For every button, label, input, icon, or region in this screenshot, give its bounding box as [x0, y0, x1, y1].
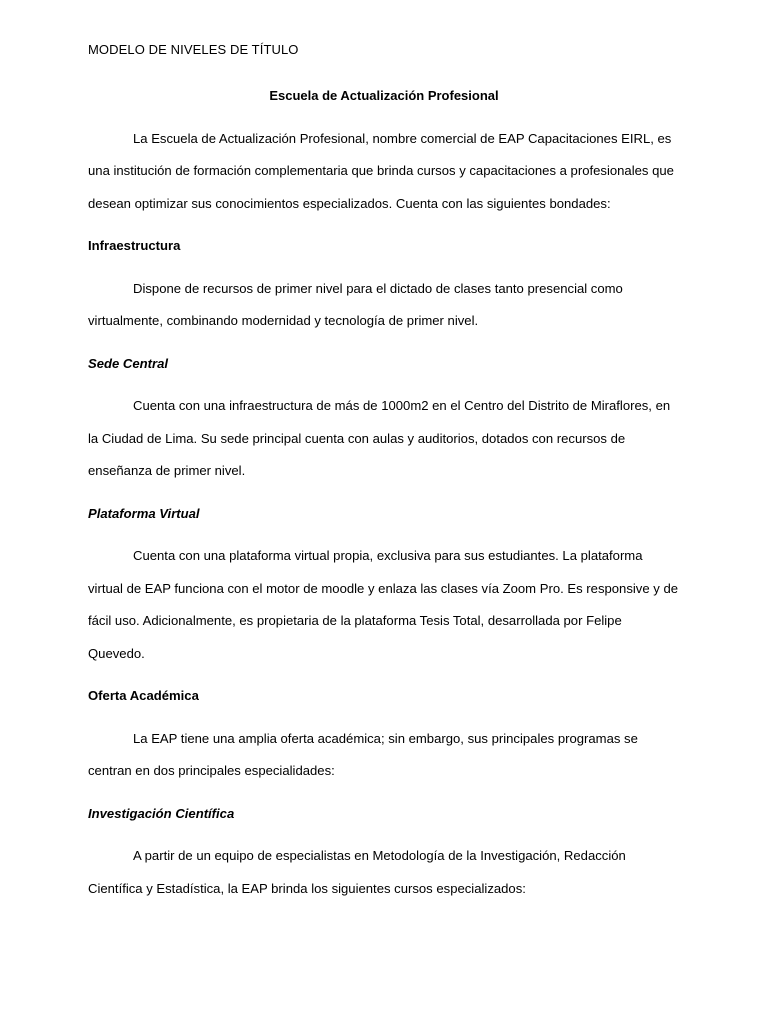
spacer: [88, 670, 680, 680]
spacer: [88, 788, 680, 798]
heading-sede-central: Sede Central: [88, 355, 169, 371]
running-head: MODELO DE NIVELES DE TÍTULO: [88, 42, 299, 57]
document-body: [88, 80, 680, 905]
spacer: [88, 380, 680, 390]
document-title: Escuela de Actualización Profesional: [269, 88, 499, 103]
heading-infraestructura: Infraestructura: [88, 238, 181, 253]
paragraph-sede-central: Cuenta con una infraestructura de más de 1000m2 en el Centro del Distrito de Miraflores, en la Ciudad de Lima. Su sede principal cuenta con aulas y auditorios, dotados con recursos de enseñanza de primer nivel.: [88, 398, 671, 478]
spacer: [88, 713, 680, 723]
heading-plataforma-virtual: Plataforma Virtual: [88, 505, 200, 521]
spacer: [88, 530, 680, 540]
paragraph-plataforma-virtual: Cuenta con una plataforma virtual propia, exclusiva para sus estudiantes. La plataforma virtual de EAP funciona con el motor de moodle y enlaza las clases vía Zoom Pro. Es responsive y de fácil uso. Adicionalmente, es propietaria de la plataforma Tesis Total, desarrollada por Felipe Quevedo.: [88, 548, 679, 661]
heading-oferta-academica: Oferta Académica: [88, 688, 199, 703]
spacer: [88, 220, 680, 230]
heading-investigacion-cientifica: Investigación Científica: [88, 805, 235, 821]
paragraph-oferta-academica: La EAP tiene una amplia oferta académica; sin embargo, sus principales programas se centran en dos principales especialidades:: [88, 730, 638, 778]
intro-paragraph: La Escuela de Actualización Profesional, nombre comercial de EAP Capacitaciones EIRL, es una institución de formación complementaria que brinda cursos y capacitaciones a profesionales que desean optimizar sus conocimientos especializados. Cuenta con las siguientes bondades:: [88, 130, 674, 211]
spacer: [88, 338, 680, 348]
spacer: [88, 263, 680, 273]
paragraph-investigacion-cientifica: A partir de un equipo de especialistas en Metodología de la Investigación, Redacción Científica y Estadística, la EAP brinda los siguientes cursos especializados:: [88, 848, 626, 896]
spacer: [88, 488, 680, 498]
paragraph-infraestructura: Dispone de recursos de primer nivel para el dictado de clases tanto presencial como virtualmente, combinando modernidad y tecnología de primer nivel.: [88, 280, 623, 328]
spacer: [88, 113, 680, 123]
spacer: [88, 830, 680, 840]
